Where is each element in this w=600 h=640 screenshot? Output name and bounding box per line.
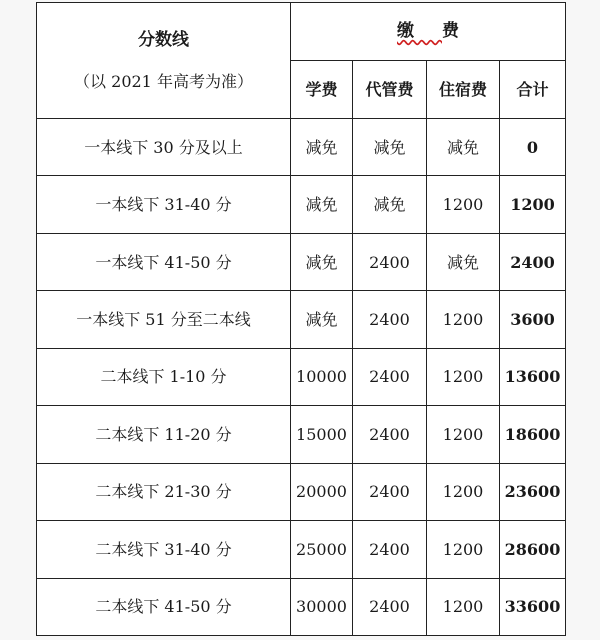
col-header-tuition: 学费: [291, 61, 353, 119]
fee-table: [36, 2, 566, 636]
admin-fee-cell: 2400: [353, 406, 427, 463]
tuition-cell: 减免: [291, 291, 353, 348]
total-cell: 3600: [500, 291, 566, 348]
admin-fee-cell: 2400: [353, 578, 427, 636]
tuition-cell: 15000: [291, 406, 353, 463]
table-row: [37, 176, 566, 233]
header-row-top: [37, 3, 566, 61]
dorm-fee-cell: 1200: [427, 291, 500, 348]
dorm-fee-cell: 减免: [427, 119, 500, 176]
admin-fee-cell: 2400: [353, 521, 427, 578]
fee-group-header: [291, 3, 566, 61]
score-line-header: [37, 3, 291, 119]
score-cell: 一本线下 41-50 分: [37, 233, 291, 290]
total-cell: 33600: [500, 578, 566, 636]
total-cell: 1200: [500, 176, 566, 233]
dorm-fee-cell: 1200: [427, 348, 500, 405]
tuition-cell: 减免: [291, 176, 353, 233]
admin-fee-cell: 2400: [353, 348, 427, 405]
table-row: [37, 463, 566, 520]
table-row: [37, 291, 566, 348]
col-header-total: 合计: [500, 61, 566, 119]
table-row: [37, 521, 566, 578]
col-header-dorm: 住宿费: [427, 61, 500, 119]
score-cell: 二本线下 41-50 分: [37, 578, 291, 636]
dorm-fee-cell: 1200: [427, 406, 500, 463]
total-cell: 13600: [500, 348, 566, 405]
score-line-note: （以 2021 年高考为准）: [74, 72, 253, 92]
admin-fee-cell: 减免: [353, 176, 427, 233]
table-row: [37, 406, 566, 463]
tuition-cell: 减免: [291, 119, 353, 176]
dorm-fee-cell: 1200: [427, 521, 500, 578]
total-cell: 28600: [500, 521, 566, 578]
score-cell: 二本线下 11-20 分: [37, 406, 291, 463]
dorm-fee-cell: 1200: [427, 578, 500, 636]
admin-fee-cell: 2400: [353, 463, 427, 520]
total-cell: 18600: [500, 406, 566, 463]
tuition-cell: 10000: [291, 348, 353, 405]
tuition-cell: 20000: [291, 463, 353, 520]
tuition-cell: 25000: [291, 521, 353, 578]
total-cell: 23600: [500, 463, 566, 520]
tuition-cell: 减免: [291, 233, 353, 290]
total-cell: 0: [500, 119, 566, 176]
admin-fee-cell: 减免: [353, 119, 427, 176]
col-header-admin: 代管费: [353, 61, 427, 119]
tuition-cell: 30000: [291, 578, 353, 636]
table-row: [37, 578, 566, 636]
dorm-fee-cell: 1200: [427, 176, 500, 233]
score-cell: 二本线下 1-10 分: [37, 348, 291, 405]
score-line-label: 分数线: [138, 29, 189, 50]
score-cell: 一本线下 31-40 分: [37, 176, 291, 233]
fee-group-char-1: 缴: [397, 21, 442, 42]
fee-group-label: [369, 21, 487, 41]
score-cell: 二本线下 31-40 分: [37, 521, 291, 578]
table-row: [37, 348, 566, 405]
total-cell: 2400: [500, 233, 566, 290]
dorm-fee-cell: 1200: [427, 463, 500, 520]
admin-fee-cell: 2400: [353, 233, 427, 290]
score-cell: 一本线下 51 分至二本线: [37, 291, 291, 348]
table-row: [37, 119, 566, 176]
admin-fee-cell: 2400: [353, 291, 427, 348]
table-row: [37, 233, 566, 290]
score-cell: 二本线下 21-30 分: [37, 463, 291, 520]
dorm-fee-cell: 减免: [427, 233, 500, 290]
score-cell: 一本线下 30 分及以上: [37, 119, 291, 176]
fee-group-char-2: 费: [442, 21, 487, 42]
